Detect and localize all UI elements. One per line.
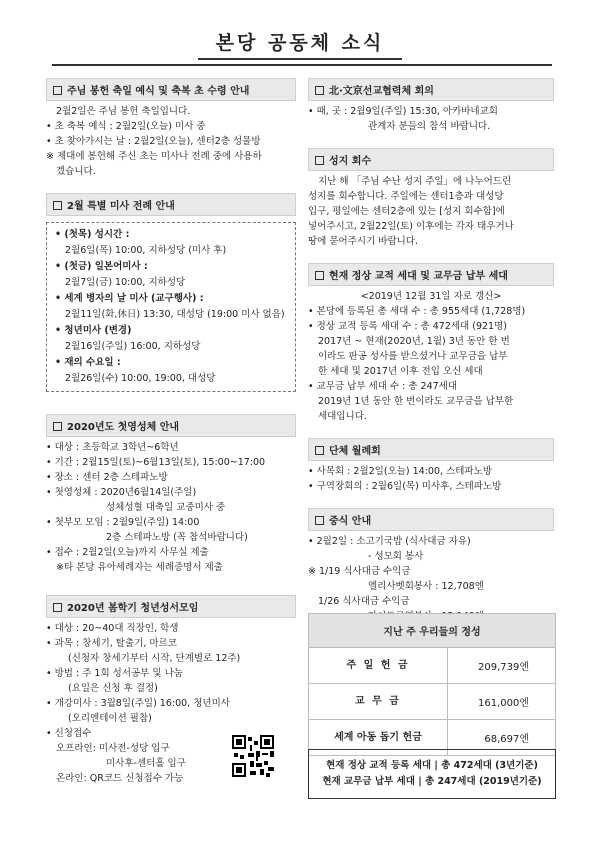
text-line: 온라인: QR코드 신청접수 가능 (56, 773, 184, 784)
section-header-text: 2월 특별 미사 전례 안내 (67, 201, 175, 212)
text-line: • 접수 : 2월2일(오늘)까지 사무실 제출 (46, 547, 209, 558)
text-line: 2월2일은 주님 봉헌 축일입니다. (56, 106, 191, 117)
square-bullet-icon (315, 446, 324, 455)
section-header (308, 148, 554, 171)
square-bullet-icon (53, 422, 62, 431)
summary-line: 현재 정상 교적 등록 세대 | 총 472세대 (3년기준) (326, 760, 538, 771)
section-header-text: 2020년 봄학기 청년성서모임 (67, 603, 199, 614)
square-bullet-icon (315, 271, 324, 280)
text-line: (신청자 창세기부터 시작, 단계별로 12주) (68, 653, 241, 664)
text-line: • 초 찾아가시는 날 : 2월2일(오늘), 센터2층 성물방 (46, 136, 261, 147)
section-header (46, 193, 296, 216)
offering-label: 교 무 금 (309, 684, 448, 719)
text-line: • 장소 : 센터 2층 스테파노방 (46, 472, 168, 483)
text-line: 이라도 판공 성사를 받으셨거나 교무금을 납부 (318, 351, 508, 362)
square-bullet-icon (53, 86, 62, 95)
household-summary-box (308, 749, 556, 799)
text-line: • 기간 : 2월15일(토)~6월13일(토), 15:00~17:00 (46, 457, 266, 468)
section-lunch (308, 508, 554, 624)
text-line: - 성모회 봉사 (368, 551, 424, 562)
section-palm-collection (308, 148, 554, 249)
text-line: 땅에 묻어주시기 바랍니다. (308, 236, 419, 247)
mass-detail: 2월7일(금) 10:00, 지하성당 (65, 277, 186, 288)
square-bullet-icon (315, 86, 324, 95)
offering-value: 68,697엔 (484, 734, 529, 745)
text-line: • 개강미사 : 3월8일(주일) 16:00, 청년미사 (46, 698, 230, 709)
text-line: • 교무금 납부 세대 수 : 총 247세대 (308, 381, 458, 392)
section-header-text: 주님 봉헌 축일 예식 및 축복 초 수령 안내 (67, 86, 250, 97)
section-header (46, 595, 296, 618)
text-line: • 방법 : 주 1회 성서공부 및 나눔 (46, 668, 183, 679)
text-line: • 과목 : 창세기, 탈출기, 마르코 (46, 638, 177, 649)
text-line: 성지를 회수합니다. 주일에는 센터1층과 대성당 (308, 191, 504, 202)
section-header-text: 성지 회수 (329, 156, 372, 167)
left-column (46, 78, 296, 800)
text-line: 입구, 평일에는 센터2층에 있는 [성지 회수함]에 (308, 206, 505, 217)
text-line: • 2월2일 : 소고기국밥 (식사대금 자유) (308, 536, 471, 547)
text-line: 관계자 분들의 참석 바랍니다. (368, 121, 491, 132)
section-header (46, 78, 296, 101)
text-line: <2019년 12월 31일 자로 갱신> (360, 291, 502, 302)
mass-detail: 2월16일(주일) 16:00, 지하성당 (65, 341, 201, 352)
text-line: • 대상 : 초등학교 3학년~6학년 (46, 442, 179, 453)
square-bullet-icon (315, 516, 324, 525)
offering-label: 주 일 헌 금 (309, 648, 448, 683)
text-line: ※ 1/19 식사대금 수익금 (308, 566, 411, 577)
section-group-meetings (308, 438, 554, 494)
text-line: 넣어주시고, 2월22일(토) 이후에는 각자 태우거나 (308, 221, 514, 232)
text-line: (오리엔테이션 필참) (68, 713, 152, 724)
section-header (46, 414, 296, 437)
mass-title: • 청년미사 (변경) (55, 325, 132, 336)
text-line: • 구역장회의 : 2월6일(목) 미사후, 스테파노방 (308, 481, 502, 492)
text-line: ※타 본당 유아세례자는 세례증명서 제출 (56, 562, 223, 573)
offering-table-header: 지난 주 우리들의 정성 (309, 614, 555, 648)
section-first-communion (46, 414, 296, 575)
offering-row (309, 648, 555, 684)
section-header-text: 단체 월례회 (329, 446, 381, 457)
offering-value: 161,000엔 (477, 698, 529, 709)
text-line: 세대입니다. (318, 411, 367, 422)
text-line: 지난 해 「주님 수난 성지 주일」에 나누어드린 (318, 176, 512, 187)
section-header-text: 2020년도 첫영성체 안내 (67, 422, 180, 433)
section-header-text: 北·文京선교협력체 회의 (329, 86, 434, 97)
text-line: • 본당에 등록된 총 세대 수 : 총 955세대 (1,728명) (308, 306, 526, 317)
page-title-wrap (0, 28, 600, 60)
section-candlemas (46, 78, 296, 179)
text-line: • 대상 : 20~40대 직장인, 학생 (46, 623, 179, 634)
right-column (308, 78, 554, 638)
text-line: 성체성혈 대축일 교중미사 중 (106, 502, 226, 513)
mass-title: • 세계 병자의 날 미사 (교구행사) : (55, 293, 204, 304)
text-line: ※ 제대에 봉헌해 주신 초는 미사나 전례 중에 사용하 (46, 151, 262, 162)
offering-row (309, 684, 555, 720)
section-header (308, 78, 554, 101)
section-header (308, 263, 554, 286)
offering-table (308, 613, 556, 756)
mass-detail: 2월26일(수) 10:00, 19:00, 대성당 (65, 373, 216, 384)
page-title: 본당 공동체 소식 (198, 28, 403, 60)
text-line: • 첫영성체 : 2020년6월14일(주일) (46, 487, 197, 498)
mass-title: • (첫금) 일본어미사 : (55, 261, 148, 272)
qr-code[interactable] (232, 735, 274, 777)
section-header-text: 중식 안내 (329, 516, 372, 527)
section-february-masses (46, 193, 296, 392)
section-header (308, 438, 554, 461)
mass-title: • (첫목) 성시간 : (55, 229, 130, 240)
text-line: (요일은 신청 후 결정) (68, 683, 158, 694)
section-mission-council (308, 78, 554, 134)
text-line: 한 세대 및 2017년 이후 전입 오신 세대 (318, 366, 483, 377)
mass-detail: 2월6일(목) 10:00, 지하성당 (미사 후) (65, 245, 227, 256)
text-line: 미사후-센터홀 입구 (106, 758, 186, 769)
square-bullet-icon (315, 156, 324, 165)
text-line: • 첫부모 모임 : 2월9일(주일) 14:00 (46, 517, 200, 528)
text-line: 겠습니다. (56, 166, 96, 177)
mass-title: • 재의 수요일 : (55, 357, 121, 368)
text-line: • 때, 곳 : 2월9일(주일) 15:30, 아카바네교회 (308, 106, 498, 117)
square-bullet-icon (53, 201, 62, 210)
section-header-text: 현재 정상 교적 세대 및 교무금 납부 세대 (329, 271, 508, 282)
mass-detail: 2월11일(화,休日) 13:30, 대성당 (19:00 미사 없음) (65, 309, 285, 320)
text-line: • 초 축복 예식 : 2월2일(오늘) 미사 중 (46, 121, 206, 132)
text-line: 오프라인: 미사전-성당 입구 (56, 743, 170, 754)
text-line: 2층 스테파노방 (꼭 참석바랍니다) (106, 532, 248, 543)
mass-schedule-box (46, 222, 296, 392)
text-line: 2017년 ~ 현재(2020년, 1월) 3년 동안 한 번 (318, 336, 510, 347)
text-line: 1/26 식사대금 수익금 (318, 596, 410, 607)
text-line: 2019년 1년 동안 한 번이라도 교무금을 납부한 (318, 396, 514, 407)
section-header (308, 508, 554, 531)
offering-label: 세계 아동 돕기 헌금 (309, 720, 448, 755)
summary-line: 현재 교무금 납부 세대 | 총 247세대 (2019년기준) (322, 776, 542, 787)
offering-value: 209,739엔 (477, 662, 529, 673)
title-divider (52, 64, 552, 66)
text-line: • 신청접수 (46, 728, 92, 739)
text-line: • 사목회 : 2월2일(오늘) 14:00, 스테파노방 (308, 466, 492, 477)
text-line: • 정상 교적 등록 세대 수 : 총 472세대 (921명) (308, 321, 507, 332)
section-household-stats (308, 263, 554, 424)
square-bullet-icon (53, 603, 62, 612)
text-line: 엘리사벳회봉사 : 12,708엔 (368, 581, 484, 592)
